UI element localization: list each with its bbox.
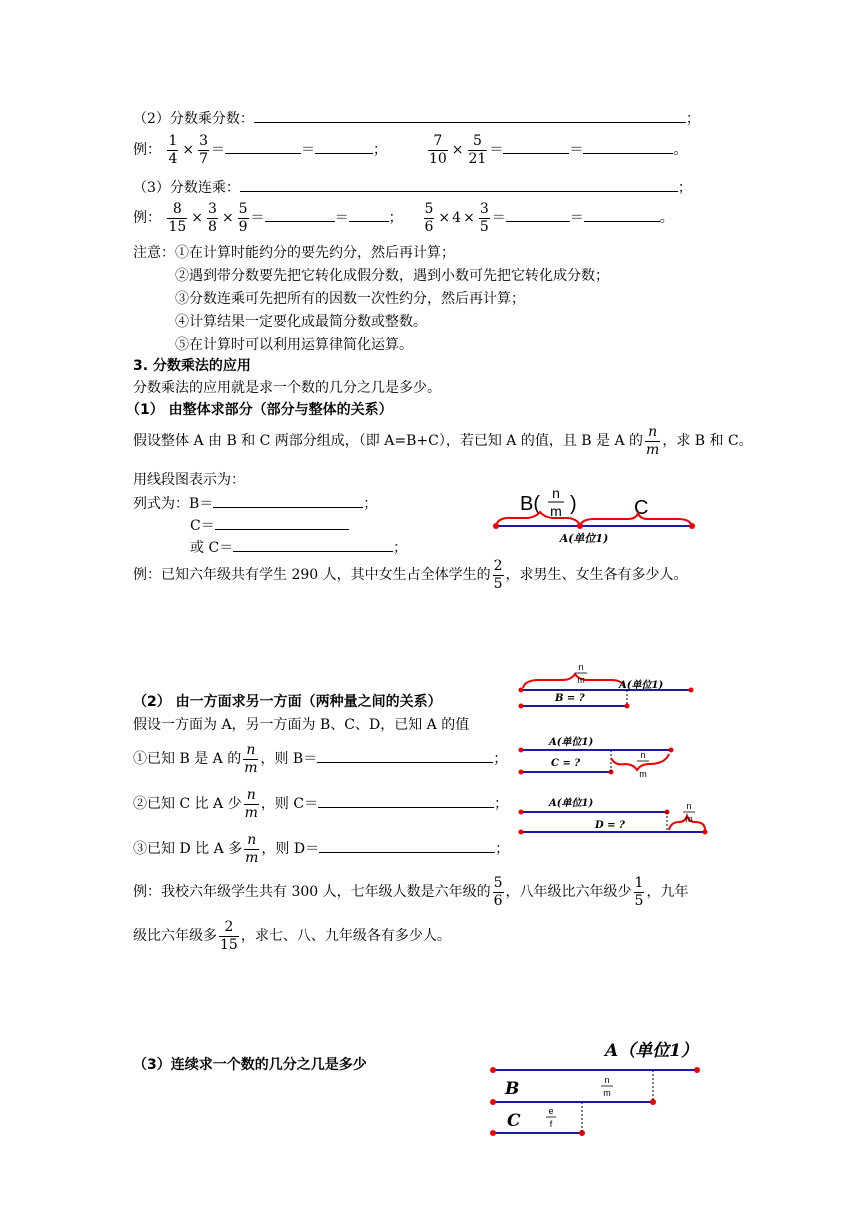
- answer-blank[interactable]: [584, 207, 660, 222]
- part1-assumption: 假设整体 A 由 B 和 C 两部分组成，（即 A=B+C），若已知 A 的值，且 B 是 A 的 $\frac{n}{m}$ ，求 B 和 C。: [133, 423, 753, 458]
- sec2-end: ；: [685, 111, 700, 127]
- answer-blank[interactable]: [315, 139, 373, 154]
- notes-line-1: [133, 243, 455, 263]
- fraction-n-m: $\frac{n}{m}$: [244, 786, 258, 821]
- note-item: ④计算结果一定要化成最简分数或整数。: [175, 314, 427, 330]
- answer-blank[interactable]: [225, 139, 301, 154]
- part2-item-1: ①已知 B 是 A 的 $\frac{n}{m}$ ，则 B＝ ；: [133, 741, 508, 776]
- notes-label: 注意：: [133, 245, 175, 261]
- sec2-example-line: 例： $\frac{1}{4}$ × $\frac{3}{7}$ ＝ ＝ ； $\frac{7}{10}$ × $\frac{5}{21}$ ＝ ＝ 。: [133, 132, 688, 167]
- note-item: ②遇到带分数要先把它转化成假分数，遇到小数可先把它转化成分数；: [175, 268, 609, 284]
- fraction: $\frac{2}{15}$: [220, 918, 238, 953]
- fig-label-d: D = ?: [595, 820, 625, 831]
- fraction: $\frac{3}{7}$: [199, 132, 209, 167]
- formula-b-line: 列式为：B＝ ；: [133, 493, 377, 514]
- sec2-title: （2）分数乘分数：: [133, 111, 254, 127]
- sec2-rule-blank[interactable]: [254, 108, 686, 123]
- fraction: $\frac{8}{15}$: [168, 200, 187, 235]
- fig-m: m: [639, 769, 647, 779]
- formula-orc-line: 或 C＝ ；: [190, 537, 407, 558]
- part1-segment-diagram: [490, 484, 710, 546]
- fraction: $\frac{5}{6}$: [493, 874, 503, 909]
- sec3-example-line: 例： $\frac{8}{15}$ × $\frac{3}{8}$ × $\frac{5}{9}$ ＝ ＝ ； $\frac{5}{6}$ × 4 × $\frac{3}{5}$ ＝ ＝ 。: [133, 200, 674, 235]
- part2-title: （2） 由一方面求另一方面（两种量之间的关系）: [133, 694, 442, 710]
- fig-label-b: B = ?: [555, 693, 585, 704]
- fig-label-a: A(单位1): [549, 737, 594, 748]
- part2-item-2: ②已知 C 比 A 少 $\frac{n}{m}$ ，则 C＝ ；: [133, 786, 509, 821]
- part1-title: （1） 由整体求部分（部分与整体的关系）: [126, 402, 393, 418]
- sec3-title: （3）分数连乘：: [133, 180, 240, 196]
- answer-blank-b[interactable]: [317, 748, 493, 763]
- diagram-intro: 用线段图表示为：: [133, 472, 245, 488]
- fraction: $\frac{5}{21}$: [468, 132, 487, 167]
- fig-label-a: A(单位1): [549, 798, 594, 809]
- part2-assumption: 假设一方面为 A，另一方面为 B、C、D，已知 A 的值: [133, 717, 470, 733]
- fraction-n-m: $\frac{n}{m}$: [245, 831, 259, 866]
- section-heading: 3. 分数乘法的应用: [133, 358, 251, 374]
- fig-label-a: A（单位1）: [605, 1041, 699, 1061]
- answer-blank[interactable]: [583, 139, 673, 154]
- sec2-title-line: [133, 108, 700, 129]
- note-item: ③分数连乘可先把所有的因数一次性约分，然后再计算；: [175, 291, 525, 307]
- fig-n: n: [640, 750, 646, 760]
- part2-example-line2: 级比六年级多 $\frac{2}{15}$ ，求七、八、九年级各有多少人。: [133, 918, 451, 953]
- fraction: $\frac{7}{10}$: [428, 132, 447, 167]
- part2-example-line1: 例：我校六年级学生共有 300 人，七年级人数是六年级的 $\frac{5}{6}$ ，八年级比六年级少 $\frac{1}{5}$ ，九年: [133, 874, 689, 909]
- part3-title: （3）连续求一个数的几分之几是多少: [133, 1057, 367, 1073]
- fig-label-c: C = ?: [551, 758, 581, 769]
- answer-blank[interactable]: [265, 207, 335, 222]
- fig-m: m: [603, 1088, 611, 1098]
- note-item: ⑤在计算时可以利用运算律简化运算。: [175, 337, 413, 353]
- fig-label-c: C: [634, 497, 649, 519]
- example-label: 例：: [133, 142, 161, 158]
- part3-segment-diagram: [485, 1040, 710, 1140]
- fraction: $\frac{5}{9}$: [238, 200, 248, 235]
- note-item: ①在计算时能约分的要先约分，然后再计算；: [175, 245, 455, 261]
- answer-blank[interactable]: [349, 207, 389, 222]
- answer-blank-c[interactable]: [318, 793, 494, 808]
- fraction: $\frac{1}{4}$: [168, 132, 178, 167]
- formula-c-line: C＝: [190, 515, 349, 536]
- part2-item-3: ③已知 D 比 A 多 $\frac{n}{m}$ ，则 D＝ ；: [133, 831, 510, 866]
- fig-label-b: B(: [520, 493, 540, 515]
- fig-n: n: [552, 485, 560, 501]
- fig-m: m: [685, 814, 693, 824]
- answer-blank[interactable]: [503, 139, 569, 154]
- fraction: $\frac{1}{5}$: [634, 874, 644, 909]
- fig-n: n: [578, 662, 584, 672]
- fig-m: m: [550, 503, 562, 519]
- fig-f: f: [549, 1119, 553, 1129]
- fig-label-a: A(单位1): [619, 680, 664, 691]
- sec3-rule-blank[interactable]: [240, 177, 678, 192]
- answer-blank-d[interactable]: [319, 838, 495, 853]
- fig-label-c: C: [507, 1111, 521, 1131]
- fraction-n-m: $\frac{n}{m}$: [244, 741, 258, 776]
- fig-n: n: [604, 1075, 610, 1085]
- fig-n: n: [686, 801, 692, 811]
- fraction: $\frac{3}{5}$: [479, 200, 489, 235]
- answer-blank-orc[interactable]: [233, 537, 393, 552]
- answer-blank-c[interactable]: [215, 515, 349, 530]
- fraction-n-m: $\frac{n}{m}$: [646, 423, 660, 458]
- fig-label-a: A(单位1): [559, 532, 609, 545]
- fraction: $\frac{3}{8}$: [208, 200, 217, 235]
- fraction: $\frac{5}{6}$: [424, 200, 434, 235]
- fig-m: m: [577, 675, 585, 685]
- fraction: $\frac{2}{5}$: [493, 557, 503, 592]
- fig-close-paren: ): [570, 493, 577, 515]
- sec3-title-line: （3）分数连乘： ；: [133, 177, 692, 198]
- fig-e: e: [548, 1106, 554, 1116]
- part1-example: 例：已知六年级共有学生 290 人，其中女生占全体学生的 $\frac{2}{5}$ ，求男生、女生各有多少人。: [133, 557, 688, 592]
- answer-blank-b[interactable]: [213, 493, 363, 508]
- fig-label-b: B: [505, 1079, 520, 1099]
- section-intro: 分数乘法的应用就是求一个数的几分之几是多少。: [133, 380, 441, 396]
- part2-segment-diagrams: [515, 660, 730, 845]
- answer-blank[interactable]: [506, 207, 570, 222]
